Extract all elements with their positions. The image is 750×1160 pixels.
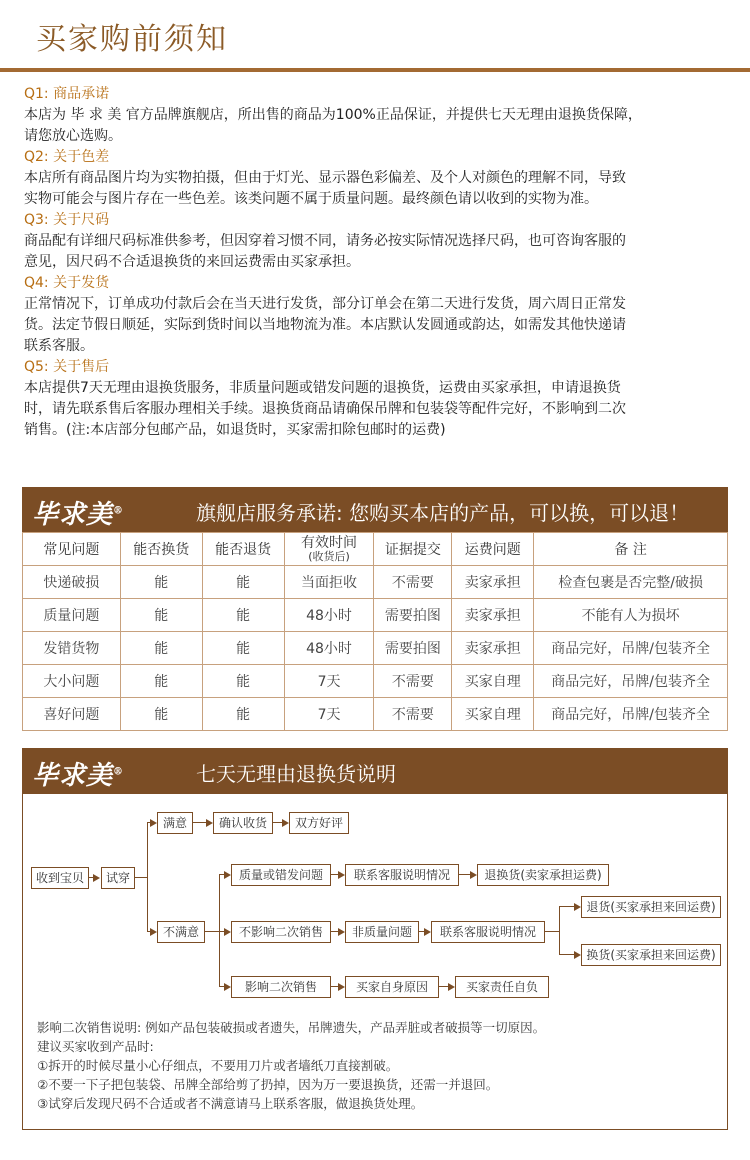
arrow-icon: [338, 983, 345, 991]
table-cell: 快递破损: [23, 566, 121, 599]
flow-connector: [147, 822, 148, 932]
table-header: 备 注: [534, 533, 728, 566]
table-cell: 需要拍图: [374, 599, 452, 632]
faq-answer-line: 意见，因尺码不合适退换货的来回运费需由买家承担。: [24, 254, 360, 270]
table-header: 能否退货: [202, 533, 284, 566]
table-cell: 能: [202, 566, 284, 599]
table-cell: 不能有人为损坏: [534, 599, 728, 632]
table-cell: 卖家承担: [452, 566, 534, 599]
table-cell: 能: [120, 632, 202, 665]
flow-connector: [193, 822, 206, 823]
faq-question: Q1: 商品承诺: [24, 86, 110, 102]
service-table: [22, 532, 728, 731]
table-cell: 商品完好，吊牌/包装齐全: [534, 632, 728, 665]
arrow-icon: [338, 871, 345, 879]
flow-unsatisfied: 不满意: [157, 921, 205, 943]
flow-own-reason: 买家自身原因: [345, 976, 439, 998]
flow-connector: [331, 931, 338, 932]
arrow-icon: [224, 871, 231, 879]
flow-satisfied: 满意: [157, 812, 193, 834]
faq-answer-line: 联系客服。: [24, 338, 94, 354]
flow-no-affect: 不影响二次销售: [231, 921, 331, 943]
faq-question: Q3: 关于尺码: [24, 212, 110, 228]
table-header-row: [23, 533, 728, 566]
note-line: 影响二次销售说明: 例如产品包装破损或者遗失，吊牌遗失，产品弄脏或者破损等一切原因。: [37, 1020, 546, 1035]
table-cell: 能: [120, 698, 202, 731]
table-row: [23, 566, 728, 599]
arrow-icon: [282, 819, 289, 827]
table-header: 运费问题: [452, 533, 534, 566]
return-flowchart: [22, 794, 728, 1130]
arrow-icon: [448, 983, 455, 991]
flow-connector: [459, 874, 470, 875]
arrow-icon: [206, 819, 213, 827]
flow-connector: [331, 874, 338, 875]
note-line: ③试穿后发现尺码不合适或者不满意请马上联系客服，做退换货处理。: [37, 1096, 424, 1111]
page-title: 买家购前须知: [36, 22, 228, 57]
table-cell: 能: [202, 599, 284, 632]
table-cell: 能: [120, 599, 202, 632]
faq-answer-line: 货。法定节假日顺延，实际到货时间以当地物流为准。本店默认发圆通或韵达，如需发其他快递请: [24, 317, 626, 333]
table-cell: 需要拍图: [374, 632, 452, 665]
arrow-icon: [574, 903, 581, 911]
table-cell: 不需要: [374, 566, 452, 599]
table-cell: 喜好问题: [23, 698, 121, 731]
faq-answer-line: 商品配有详细尺码标准供参考，但因穿着习惯不同，请务必按实际情况选择尺码，也可咨询客服的: [24, 233, 626, 249]
table-row: [23, 632, 728, 665]
arrow-icon: [574, 951, 581, 959]
arrow-icon: [224, 983, 231, 991]
faq-answer-line: 时，请先联系售后客服办理相关手续。退换货商品请确保吊牌和包装袋等配件完好，不影响到二次: [24, 401, 626, 417]
flow-connector: [331, 986, 338, 987]
flow-connector: [439, 986, 448, 987]
return-policy-banner: [22, 748, 728, 794]
table-cell: 大小问题: [23, 665, 121, 698]
faq-question: Q2: 关于色差: [24, 149, 110, 165]
flow-swap: 换货(买家承担来回运费): [581, 944, 721, 966]
table-cell: 48小时: [284, 599, 374, 632]
flow-non-quality: 非质量问题: [345, 921, 419, 943]
table-cell: 商品完好，吊牌/包装齐全: [534, 665, 728, 698]
faq-question: Q5: 关于售后: [24, 359, 110, 375]
faq-answer-line: 请您放心选购。: [24, 128, 122, 144]
faq-answer-line: 本店提供7天无理由退换货服务，非质量问题或错发问题的退换货，运费由买家承担，申请退换货: [24, 380, 621, 396]
faq-section: [24, 84, 730, 441]
table-cell: 7天: [284, 698, 374, 731]
flow-exchange-seller: 退换货(卖家承担运费): [477, 864, 609, 886]
flow-receive: 收到宝贝: [31, 867, 89, 889]
table-cell: 48小时: [284, 632, 374, 665]
faq-answer-line: 本店所有商品图片均为实物拍摄，但由于灯光、显示器色彩偏差、及个人对颜色的理解不同，导致: [24, 170, 626, 186]
faq-answer-line: 本店为 毕 求 美 官方品牌旗舰店，所出售的商品为100%正品保证，并提供七天无理由退换货保障，: [24, 107, 642, 123]
faq-answer-line: 实物可能会与图片存在一些色差。该类问题不属于质量问题。最终颜色请以收到的实物为准。: [24, 191, 598, 207]
note-line: ②不要一下子把包装袋、吊牌全部给剪了扔掉，因为万一要退换货，还需一并退回。: [37, 1077, 499, 1092]
service-banner-text: 旗舰店服务承诺: 您购买本店的产品，可以换，可以退！: [196, 501, 690, 525]
table-cell: 检查包裹是否完整/破损: [534, 566, 728, 599]
arrow-icon: [93, 874, 100, 882]
service-banner: [22, 487, 728, 533]
table-header: 常见问题: [23, 533, 121, 566]
table-cell: 不需要: [374, 698, 452, 731]
flow-contact1: 联系客服说明情况: [345, 864, 459, 886]
flow-self-resp: 买家责任自负: [455, 976, 549, 998]
faq-item: [24, 273, 730, 357]
flow-praise: 双方好评: [289, 812, 349, 834]
table-header: 证据提交: [374, 533, 452, 566]
table-cell: 卖家承担: [452, 599, 534, 632]
arrow-icon: [470, 871, 477, 879]
table-cell: 商品完好，吊牌/包装齐全: [534, 698, 728, 731]
table-cell: 买家自理: [452, 665, 534, 698]
table-cell: 能: [120, 665, 202, 698]
table-cell: 7天: [284, 665, 374, 698]
table-cell: 能: [120, 566, 202, 599]
table-cell: 质量问题: [23, 599, 121, 632]
arrow-icon: [338, 928, 345, 936]
flow-connector: [205, 931, 219, 932]
flow-connector: [559, 906, 560, 955]
table-cell: 能: [202, 632, 284, 665]
note-line: ①拆开的时候尽量小心仔细点，不要用刀片或者墙纸刀直接割破。: [37, 1058, 399, 1073]
faq-question: Q4: 关于发货: [24, 275, 110, 291]
return-policy-banner-text: 七天无理由退换货说明: [196, 762, 396, 786]
arrow-icon: [224, 928, 231, 936]
table-cell: 能: [202, 665, 284, 698]
table-cell: 发错货物: [23, 632, 121, 665]
table-row: [23, 599, 728, 632]
flow-refund: 退货(买家承担来回运费): [581, 896, 721, 918]
page-header: [0, 0, 750, 72]
arrow-icon: [150, 928, 157, 936]
flow-contact2: 联系客服说明情况: [431, 921, 545, 943]
flow-try: 试穿: [101, 867, 135, 889]
arrow-icon: [150, 819, 157, 827]
flow-connector: [273, 822, 282, 823]
table-row: [23, 698, 728, 731]
note-line: 建议买家收到产品时:: [37, 1039, 154, 1054]
table-header: 有效时间 (收货后): [284, 533, 374, 566]
faq-item: [24, 357, 730, 441]
table-cell: 买家自理: [452, 698, 534, 731]
faq-item: [24, 210, 730, 273]
table-cell: 能: [202, 698, 284, 731]
flow-connector: [559, 906, 574, 907]
faq-item: [24, 84, 730, 147]
brand-logo: 毕求美®: [32, 500, 125, 530]
flow-connector: [559, 954, 574, 955]
faq-answer-line: 正常情况下，订单成功付款后会在当天进行发货，部分订单会在第二天进行发货，周六周日正常发: [24, 296, 626, 312]
flow-connector: [545, 931, 559, 932]
header-divider: [0, 68, 750, 72]
flow-affect: 影响二次销售: [231, 976, 331, 998]
brand-logo: 毕求美®: [32, 761, 125, 791]
flow-notes: [37, 1018, 717, 1113]
table-cell: 不需要: [374, 665, 452, 698]
faq-item: [24, 147, 730, 210]
faq-answer-line: 销售。(注:本店部分包邮产品，如退货时，买家需扣除包邮时的运费): [24, 422, 446, 438]
flow-confirm: 确认收货: [213, 812, 273, 834]
table-cell: 当面拒收: [284, 566, 374, 599]
arrow-icon: [424, 928, 431, 936]
table-row: [23, 665, 728, 698]
flow-connector: [135, 877, 147, 878]
table-cell: 卖家承担: [452, 632, 534, 665]
flow-quality: 质量或错发问题: [231, 864, 331, 886]
table-header: 能否换货: [120, 533, 202, 566]
